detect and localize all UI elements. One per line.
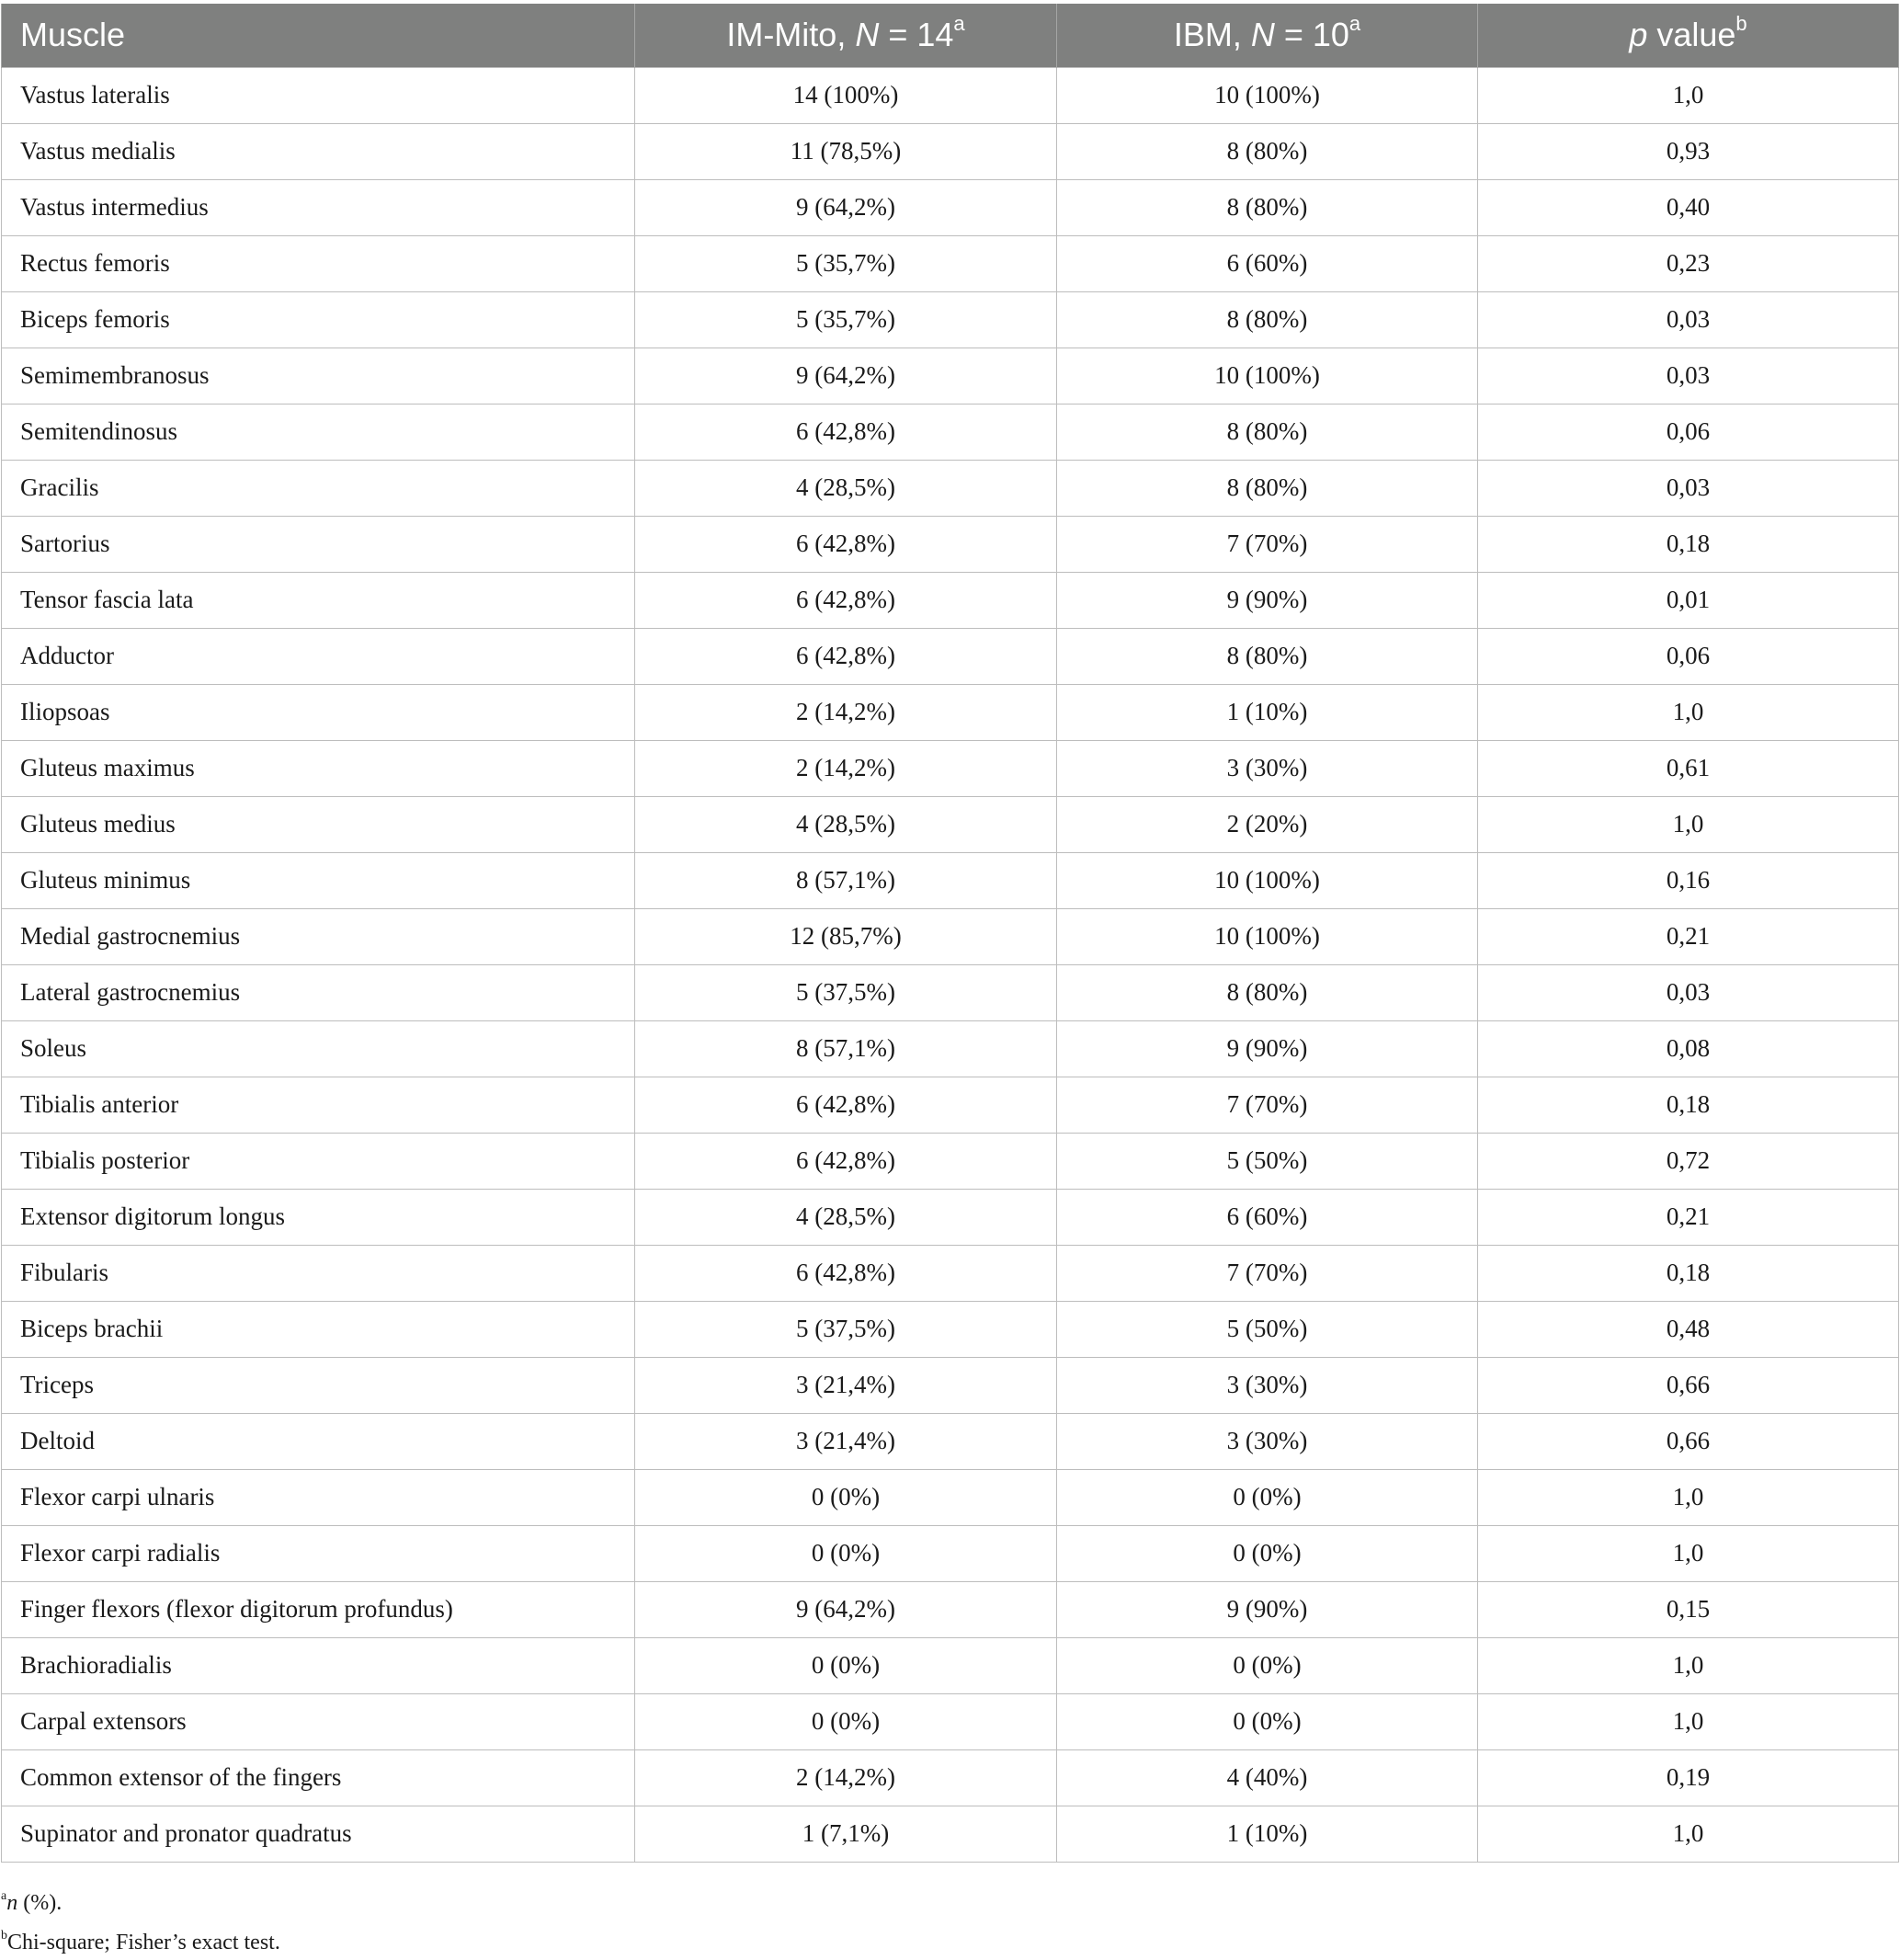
p-value-cell: 0,03: [1478, 460, 1899, 516]
footnote-b-text: Chi-square; Fisher’s exact test.: [7, 1931, 280, 1954]
muscle-name-cell: Carpal extensors: [2, 1693, 635, 1749]
p-value-cell: 0,66: [1478, 1413, 1899, 1469]
ibm-cell: 8 (80%): [1057, 291, 1478, 348]
im-mito-cell: 1 (7,1%): [635, 1806, 1057, 1862]
table-row: [2, 1469, 1899, 1525]
muscle-name-cell: Gracilis: [2, 460, 635, 516]
im-mito-cell: 9 (64,2%): [635, 348, 1057, 404]
table-row: [2, 852, 1899, 908]
p-value-cell: 1,0: [1478, 1693, 1899, 1749]
p-value-cell: 0,21: [1478, 908, 1899, 964]
ibm-cell: 7 (70%): [1057, 1077, 1478, 1133]
muscle-name-cell: Gluteus maximus: [2, 740, 635, 796]
muscle-name-cell: Fibularis: [2, 1245, 635, 1301]
im-mito-cell: 6 (42,8%): [635, 1245, 1057, 1301]
im-mito-cell: 6 (42,8%): [635, 1077, 1057, 1133]
im-mito-cell: 5 (37,5%): [635, 1301, 1057, 1357]
header-ibm-sup: a: [1348, 12, 1361, 36]
ibm-cell: 10 (100%): [1057, 348, 1478, 404]
im-mito-cell: 0 (0%): [635, 1637, 1057, 1693]
table-row: [2, 1301, 1899, 1357]
ibm-cell: 6 (60%): [1057, 235, 1478, 291]
ibm-cell: 5 (50%): [1057, 1301, 1478, 1357]
footnote-b-marker: b: [1, 1929, 7, 1943]
p-value-cell: 0,06: [1478, 404, 1899, 460]
p-value-cell: 0,19: [1478, 1749, 1899, 1806]
footnote-a-text: (%).: [17, 1891, 63, 1915]
header-im-mito-n-val: = 14: [879, 16, 954, 54]
muscle-name-cell: Gluteus medius: [2, 796, 635, 852]
table-row: [2, 348, 1899, 404]
im-mito-cell: 6 (42,8%): [635, 516, 1057, 572]
im-mito-cell: 9 (64,2%): [635, 179, 1057, 235]
table-header: [2, 4, 1899, 67]
im-mito-cell: 5 (37,5%): [635, 964, 1057, 1020]
ibm-cell: 6 (60%): [1057, 1189, 1478, 1245]
im-mito-cell: 5 (35,7%): [635, 235, 1057, 291]
table-row: [2, 1077, 1899, 1133]
im-mito-cell: 8 (57,1%): [635, 852, 1057, 908]
ibm-cell: 0 (0%): [1057, 1525, 1478, 1581]
p-value-cell: 0,03: [1478, 964, 1899, 1020]
table-row: [2, 796, 1899, 852]
header-muscle: [2, 4, 635, 67]
ibm-cell: 9 (90%): [1057, 572, 1478, 628]
ibm-cell: 1 (10%): [1057, 684, 1478, 740]
table-row: [2, 404, 1899, 460]
table-row: [2, 1413, 1899, 1469]
muscle-name-cell: Medial gastrocnemius: [2, 908, 635, 964]
ibm-cell: 2 (20%): [1057, 796, 1478, 852]
header-p-var: p: [1629, 16, 1648, 54]
table-row: [2, 179, 1899, 235]
ibm-cell: 8 (80%): [1057, 964, 1478, 1020]
header-im-mito-label: IM-Mito,: [726, 16, 856, 54]
table-row: [2, 1581, 1899, 1637]
p-value-cell: 0,21: [1478, 1189, 1899, 1245]
im-mito-cell: 6 (42,8%): [635, 404, 1057, 460]
p-value-cell: 1,0: [1478, 67, 1899, 123]
p-value-cell: 0,93: [1478, 123, 1899, 179]
table-row: [2, 1020, 1899, 1077]
p-value-cell: 0,72: [1478, 1133, 1899, 1189]
ibm-cell: 8 (80%): [1057, 628, 1478, 684]
ibm-cell: 5 (50%): [1057, 1133, 1478, 1189]
ibm-cell: 8 (80%): [1057, 404, 1478, 460]
header-p-label: value: [1647, 16, 1736, 54]
im-mito-cell: 4 (28,5%): [635, 460, 1057, 516]
p-value-cell: 0,08: [1478, 1020, 1899, 1077]
muscle-name-cell: Flexor carpi radialis: [2, 1525, 635, 1581]
table-row: [2, 1525, 1899, 1581]
ibm-cell: 8 (80%): [1057, 460, 1478, 516]
p-value-cell: 1,0: [1478, 684, 1899, 740]
table-row: [2, 1245, 1899, 1301]
im-mito-cell: 0 (0%): [635, 1525, 1057, 1581]
header-ibm: [1057, 4, 1478, 67]
im-mito-cell: 2 (14,2%): [635, 1749, 1057, 1806]
table-row: [2, 1806, 1899, 1862]
im-mito-cell: 11 (78,5%): [635, 123, 1057, 179]
p-value-cell: 0,18: [1478, 1077, 1899, 1133]
im-mito-cell: 8 (57,1%): [635, 1020, 1057, 1077]
ibm-cell: 9 (90%): [1057, 1581, 1478, 1637]
footnote-a-marker: a: [1, 1889, 7, 1903]
im-mito-cell: 14 (100%): [635, 67, 1057, 123]
im-mito-cell: 6 (42,8%): [635, 572, 1057, 628]
muscle-name-cell: Biceps femoris: [2, 291, 635, 348]
muscle-name-cell: Adductor: [2, 628, 635, 684]
im-mito-cell: 3 (21,4%): [635, 1413, 1057, 1469]
muscle-name-cell: Tensor fascia lata: [2, 572, 635, 628]
footnote-a: [1, 1881, 280, 1920]
ibm-cell: 10 (100%): [1057, 67, 1478, 123]
muscle-name-cell: Extensor digitorum longus: [2, 1189, 635, 1245]
table-footnotes: [1, 1881, 280, 1960]
header-p-sup: b: [1735, 12, 1747, 36]
muscle-name-cell: Vastus medialis: [2, 123, 635, 179]
muscle-name-cell: Deltoid: [2, 1413, 635, 1469]
ibm-cell: 0 (0%): [1057, 1469, 1478, 1525]
p-value-cell: 1,0: [1478, 796, 1899, 852]
data-table: [1, 4, 1899, 1863]
p-value-cell: 0,16: [1478, 852, 1899, 908]
muscle-name-cell: Triceps: [2, 1357, 635, 1413]
header-ibm-n-val: = 10: [1274, 16, 1349, 54]
im-mito-cell: 4 (28,5%): [635, 796, 1057, 852]
table-row: [2, 460, 1899, 516]
im-mito-cell: 6 (42,8%): [635, 628, 1057, 684]
header-ibm-n-var: N: [1250, 16, 1275, 54]
muscle-name-cell: Lateral gastrocnemius: [2, 964, 635, 1020]
header-im-mito-sup: a: [953, 12, 965, 36]
header-p-value: [1478, 4, 1899, 67]
im-mito-cell: 4 (28,5%): [635, 1189, 1057, 1245]
ibm-cell: 4 (40%): [1057, 1749, 1478, 1806]
p-value-cell: 0,66: [1478, 1357, 1899, 1413]
ibm-cell: 3 (30%): [1057, 1357, 1478, 1413]
p-value-cell: 0,03: [1478, 291, 1899, 348]
table-row: [2, 1749, 1899, 1806]
im-mito-cell: 9 (64,2%): [635, 1581, 1057, 1637]
table-row: [2, 964, 1899, 1020]
p-value-cell: 1,0: [1478, 1525, 1899, 1581]
muscle-name-cell: Sartorius: [2, 516, 635, 572]
ibm-cell: 3 (30%): [1057, 1413, 1478, 1469]
header-ibm-label: IBM,: [1173, 16, 1251, 54]
muscle-name-cell: Vastus intermedius: [2, 179, 635, 235]
ibm-cell: 7 (70%): [1057, 1245, 1478, 1301]
table-row: [2, 908, 1899, 964]
p-value-cell: 0,06: [1478, 628, 1899, 684]
p-value-cell: 0,01: [1478, 572, 1899, 628]
table-row: [2, 235, 1899, 291]
ibm-cell: 0 (0%): [1057, 1693, 1478, 1749]
muscle-involvement-table: [1, 4, 1898, 1863]
ibm-cell: 10 (100%): [1057, 852, 1478, 908]
table-row: [2, 740, 1899, 796]
table-row: [2, 1693, 1899, 1749]
p-value-cell: 0,03: [1478, 348, 1899, 404]
ibm-cell: 8 (80%): [1057, 123, 1478, 179]
header-im-mito: [635, 4, 1057, 67]
muscle-name-cell: Soleus: [2, 1020, 635, 1077]
header-im-mito-n-var: N: [855, 16, 880, 54]
p-value-cell: 1,0: [1478, 1637, 1899, 1693]
muscle-name-cell: Finger flexors (flexor digitorum profundus): [2, 1581, 635, 1637]
ibm-cell: 9 (90%): [1057, 1020, 1478, 1077]
muscle-name-cell: Rectus femoris: [2, 235, 635, 291]
ibm-cell: 7 (70%): [1057, 516, 1478, 572]
im-mito-cell: 5 (35,7%): [635, 291, 1057, 348]
im-mito-cell: 0 (0%): [635, 1469, 1057, 1525]
p-value-cell: 0,15: [1478, 1581, 1899, 1637]
p-value-cell: 0,61: [1478, 740, 1899, 796]
p-value-cell: 0,18: [1478, 516, 1899, 572]
header-muscle-text: Muscle: [20, 16, 126, 54]
im-mito-cell: 0 (0%): [635, 1693, 1057, 1749]
muscle-name-cell: Semimembranosus: [2, 348, 635, 404]
muscle-name-cell: Semitendinosus: [2, 404, 635, 460]
muscle-name-cell: Vastus lateralis: [2, 67, 635, 123]
ibm-cell: 1 (10%): [1057, 1806, 1478, 1862]
im-mito-cell: 3 (21,4%): [635, 1357, 1057, 1413]
header-row: [2, 4, 1899, 67]
ibm-cell: 0 (0%): [1057, 1637, 1478, 1693]
muscle-name-cell: Flexor carpi ulnaris: [2, 1469, 635, 1525]
table-row: [2, 1189, 1899, 1245]
muscle-name-cell: Tibialis posterior: [2, 1133, 635, 1189]
table-row: [2, 684, 1899, 740]
table-row: [2, 572, 1899, 628]
p-value-cell: 0,18: [1478, 1245, 1899, 1301]
table-row: [2, 291, 1899, 348]
muscle-name-cell: Biceps brachii: [2, 1301, 635, 1357]
footnote-a-var: n: [6, 1891, 18, 1915]
muscle-name-cell: Supinator and pronator quadratus: [2, 1806, 635, 1862]
p-value-cell: 0,48: [1478, 1301, 1899, 1357]
muscle-name-cell: Brachioradialis: [2, 1637, 635, 1693]
im-mito-cell: 2 (14,2%): [635, 684, 1057, 740]
table-row: [2, 67, 1899, 123]
table-row: [2, 1133, 1899, 1189]
p-value-cell: 1,0: [1478, 1469, 1899, 1525]
muscle-name-cell: Gluteus minimus: [2, 852, 635, 908]
muscle-name-cell: Common extensor of the fingers: [2, 1749, 635, 1806]
p-value-cell: 0,40: [1478, 179, 1899, 235]
ibm-cell: 8 (80%): [1057, 179, 1478, 235]
im-mito-cell: 12 (85,7%): [635, 908, 1057, 964]
table-body: [2, 67, 1899, 1862]
table-row: [2, 1637, 1899, 1693]
table-row: [2, 123, 1899, 179]
p-value-cell: 1,0: [1478, 1806, 1899, 1862]
ibm-cell: 10 (100%): [1057, 908, 1478, 964]
ibm-cell: 3 (30%): [1057, 740, 1478, 796]
im-mito-cell: 6 (42,8%): [635, 1133, 1057, 1189]
muscle-name-cell: Iliopsoas: [2, 684, 635, 740]
muscle-name-cell: Tibialis anterior: [2, 1077, 635, 1133]
table-row: [2, 1357, 1899, 1413]
p-value-cell: 0,23: [1478, 235, 1899, 291]
table-row: [2, 516, 1899, 572]
table-row: [2, 628, 1899, 684]
im-mito-cell: 2 (14,2%): [635, 740, 1057, 796]
